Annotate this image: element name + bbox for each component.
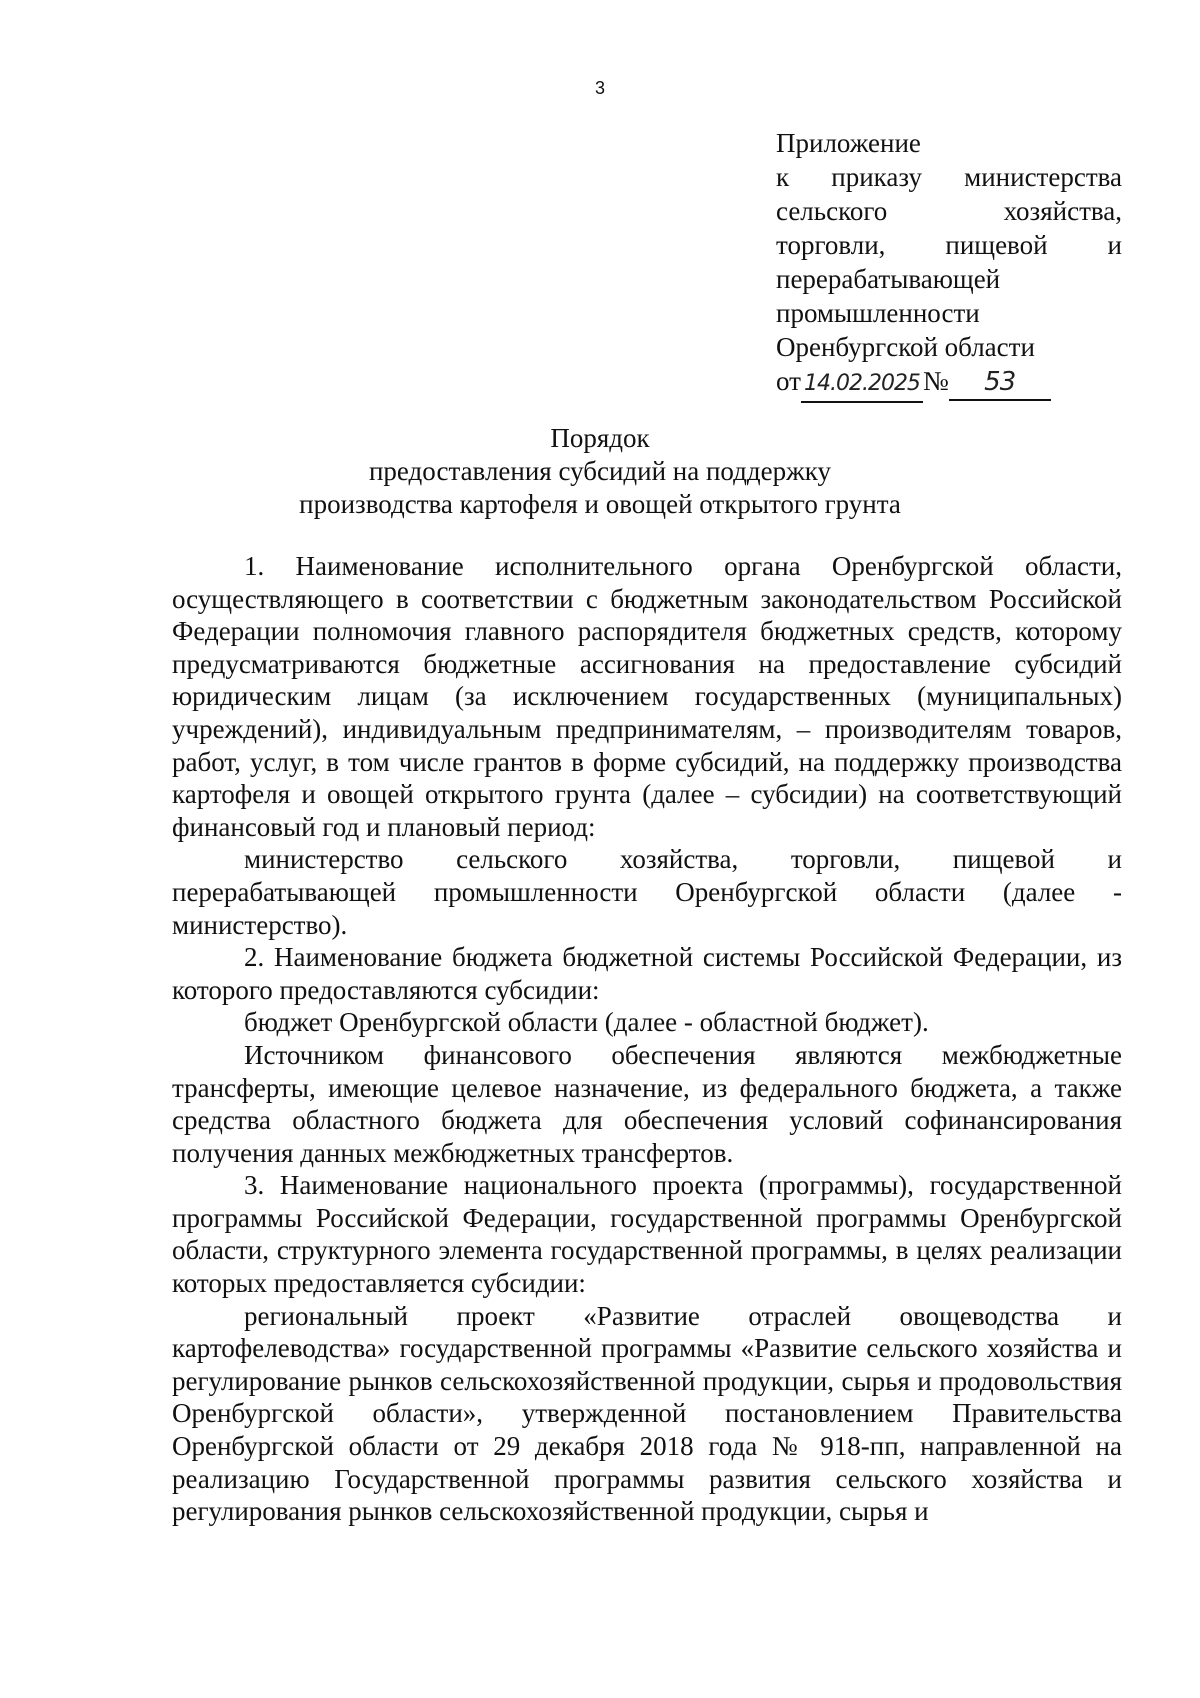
annex-line: промышленности [776,298,980,328]
title-line: предоставления субсидий на поддержку [368,456,832,486]
handwritten-number: 53 [949,365,1051,401]
paragraph: министерство сельского хозяйства, торговли, пищевой и перерабатывающей промышленности Оренбургской области (далее - министерство). [172,844,1122,940]
title-line: Порядок [550,423,650,453]
paragraph: бюджет Оренбургской области (далее - областной бюджет). [244,1007,929,1038]
handwritten-date: 14.02.2025 [801,367,923,403]
paragraph: 3. Наименование национального проекта (программы), государственной программы Российской Федерации, государственной программы Оренбургской области, структурного элемента государственной программы, в целях реализации которых предоставляется субсидии: [172,1170,1122,1299]
paragraph: региональный проект «Развитие отраслей овощеводства и картофелеводства» государственной программы «Развитие сельского хозяйства и регулирование рынков сельскохозяйственной продукции, сырья и продовольствия Оренбургской области», утвержденной постановлением Правительства Оренбургской области от 29 декабря 2018 года № 918-пп, направленной на реализацию Государственной программы развития сельского хозяйства и регулирования рынков сельскохозяйственной продукции, сырья и [172,1300,1122,1527]
document-title [0,422,1200,521]
paragraph: 2. Наименование бюджета бюджетной системы Российской Федерации, из которого предоставляются субсидии: [172,942,1122,1005]
annex-line: перерабатывающей [776,264,1001,294]
number-sign: № [922,366,949,396]
paragraph: Источником финансового обеспечения являются межбюджетные трансферты, имеющие целевое назначение, из федерального бюджета, а также средства областного бюджета для обеспечения условий софинансирования получения данных межбюджетных трансфертов. [172,1039,1122,1168]
paragraph: 1. Наименование исполнительного органа Оренбургской области, осуществляющего в соответствии с бюджетным законодательством Российской Федерации полномочия главного распорядителя бюджетных средств, которому предусматриваются бюджетные ассигнования на предоставление субсидий юридическим лицам (за исключением государственных (муниципальных) учреждений), индивидуальным предпринимателям, – производителям товаров, работ, услуг, в том числе грантов в форме субсидий, на поддержку производства картофеля и овощей открытого грунта (далее – субсидии) на соответствующий финансовый год и плановый период: [172,551,1122,842]
annex-line: Приложение [776,128,921,158]
annex-header [776,126,1122,403]
annex-line: сельского хозяйства, [776,196,1122,226]
annex-line: к приказу министерства [776,162,1122,192]
annex-line: торговли, пищевой и [776,230,1122,260]
title-line: производства картофеля и овощей открытого грунта [299,489,901,519]
page-number: 3 [594,78,605,98]
date-prefix: от [776,366,801,396]
document-body [172,550,1122,1528]
annex-line: Оренбургской области [776,332,1035,362]
order-date-number [776,364,1122,403]
